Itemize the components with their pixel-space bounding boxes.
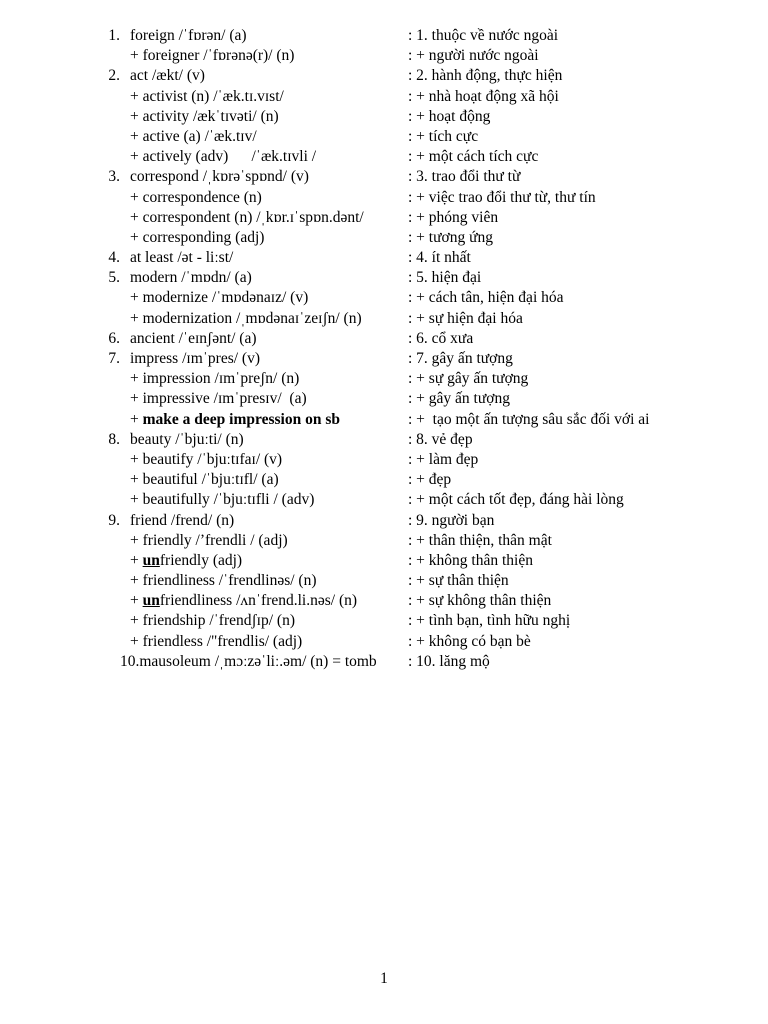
english-term: act /ækt/ (v): [130, 67, 205, 85]
vocab-row-foreign: [0, 26, 768, 46]
vietnamese-meaning: : 7. gây ấn tượng: [408, 350, 513, 367]
item-number: 6.: [108, 329, 120, 347]
vietnamese-meaning: : 9. người bạn: [408, 511, 495, 529]
english-term: + correspondence (n): [130, 188, 262, 206]
vocab-row-at-least: [0, 248, 768, 268]
item-number: 3.: [108, 168, 120, 186]
english-term: + impression /ɪmˈpreʃn/ (n): [130, 370, 300, 388]
english-term: impress /ɪmˈpres/ (v): [130, 350, 261, 367]
vocab-row-unfriendly: [0, 551, 768, 571]
english-term: friend /frend/ (n): [130, 511, 235, 529]
english-term: + corresponding (adj): [130, 228, 265, 246]
english-term: + correspondent (n) /ˌkɒr.ɪˈspɒn.dənt/: [130, 208, 364, 226]
vietnamese-meaning: : + việc trao đổi thư từ, thư tín: [408, 188, 596, 206]
vietnamese-meaning: : 5. hiện đại: [408, 269, 482, 287]
item-number: 1.: [108, 27, 120, 44]
vietnamese-meaning: : + nhà hoạt động xã hội: [408, 87, 559, 105]
vocab-row-beautify: [0, 450, 768, 470]
vietnamese-meaning: : + sự gây ấn tượng: [408, 370, 529, 388]
vocab-row-modernization: [0, 309, 768, 329]
vietnamese-meaning: : + không thân thiện: [408, 551, 533, 569]
vocab-row-beautifully: [0, 490, 768, 510]
item-number: 8.: [108, 430, 120, 448]
vietnamese-meaning: : + sự không thân thiện: [408, 592, 552, 610]
page-number: 1: [380, 970, 388, 987]
vocab-row-act: [0, 66, 768, 86]
english-term: + active (a) /ˈæk.tɪv/: [130, 127, 257, 145]
vocab-row-foreigner: [0, 46, 768, 66]
vietnamese-meaning: : 6. cổ xưa: [408, 329, 474, 347]
english-term: + make a deep impression on sb: [130, 410, 340, 428]
english-term: + beautify /ˈbjuːtɪfaɪ/ (v): [130, 450, 283, 468]
vietnamese-meaning: : + một cách tích cực: [408, 148, 539, 166]
vocab-row-correspondent: [0, 208, 768, 228]
vietnamese-meaning: : 8. vẻ đẹp: [408, 430, 473, 448]
english-term: correspond /ˌkɒrəˈspɒnd/ (v): [130, 168, 309, 186]
vietnamese-meaning: : + tương ứng: [408, 228, 493, 246]
vietnamese-meaning: : + sự thân thiện: [408, 572, 509, 590]
vietnamese-meaning: : + thân thiện, thân mật: [408, 531, 552, 549]
vocab-row-activity: [0, 107, 768, 127]
vocab-row-beauty: [0, 430, 768, 450]
item-number: 5.: [108, 269, 120, 287]
vietnamese-meaning: : + tích cực: [408, 127, 479, 145]
english-term: + unfriendly (adj): [130, 551, 243, 569]
english-term: + modernize /ˈmɒdənaɪz/ (v): [130, 289, 309, 307]
english-term: modern /ˈmɒdn/ (a): [130, 269, 252, 287]
vocab-row-friendship: [0, 611, 768, 631]
english-term: + impressive /ɪmˈpresɪv/ (a): [130, 390, 307, 408]
english-term: 10.mausoleum /ˌmɔːzəˈliː.əm/ (n) = tomb: [120, 652, 377, 670]
item-number: 7.: [108, 350, 120, 367]
vietnamese-meaning: : + gây ấn tượng: [408, 390, 510, 408]
item-number: 9.: [108, 511, 120, 529]
vietnamese-meaning: : + hoạt động: [408, 107, 491, 125]
vocab-row-make-a-deep-impression: [0, 410, 768, 430]
vietnamese-meaning: : + đẹp: [408, 471, 452, 489]
english-term: + modernization /ˌmɒdənaɪˈzeɪʃn/ (n): [130, 309, 362, 327]
vocab-row-ancient: [0, 329, 768, 349]
english-term: + beautifully /ˈbjuːtɪfli / (adv): [130, 491, 315, 509]
vietnamese-meaning: : + không có bạn bè: [408, 632, 531, 650]
english-term: foreign /ˈfɒrən/ (a): [130, 27, 247, 44]
vietnamese-meaning: : 3. trao đổi thư từ: [408, 168, 521, 186]
vietnamese-meaning: : 1. thuộc về nước ngoài: [408, 27, 559, 44]
english-term: + friendliness /ˈfrendlinəs/ (n): [130, 572, 317, 590]
english-term: beauty /ˈbjuːti/ (n): [130, 430, 244, 448]
vocab-row-impressive: [0, 389, 768, 409]
vocab-row-friend: [0, 511, 768, 531]
vocab-row-unfriendliness: [0, 591, 768, 611]
english-term: at least /ət - liːst/: [130, 249, 234, 267]
vocab-row-active: [0, 127, 768, 147]
vocab-row-impress: [0, 349, 768, 369]
prefix-un: un: [142, 551, 160, 569]
vietnamese-meaning: : + sự hiện đại hóa: [408, 309, 523, 327]
vietnamese-meaning: : + cách tân, hiện đại hóa: [408, 289, 564, 307]
vocab-row-actively: [0, 147, 768, 167]
english-term: + friendless /"frendlis/ (adj): [130, 632, 303, 650]
vietnamese-meaning: : + một cách tốt đẹp, đáng hài lòng: [408, 491, 624, 509]
vocab-row-mausoleum: [0, 652, 768, 672]
english-term: + activist (n) /ˈæk.tɪ.vɪst/: [130, 87, 284, 105]
vocab-row-activist: [0, 87, 768, 107]
vocab-row-friendless: [0, 632, 768, 652]
vocab-row-modern: [0, 268, 768, 288]
vocab-row-friendliness: [0, 571, 768, 591]
vocab-row-corresponding: [0, 228, 768, 248]
english-term: + friendship /ˈfrendʃɪp/ (n): [130, 612, 295, 630]
english-term: ancient /ˈeɪnʃənt/ (a): [130, 329, 257, 347]
vietnamese-meaning: : 10. lăng mộ: [408, 652, 490, 670]
vocab-row-correspondence: [0, 188, 768, 208]
english-term: + foreigner /ˈfɒrənə(r)/ (n): [130, 47, 295, 65]
vietnamese-meaning: : + làm đẹp: [408, 450, 479, 468]
vietnamese-meaning: : + người nước ngoài: [408, 47, 539, 65]
vocab-row-beautiful: [0, 470, 768, 490]
vietnamese-meaning: : 2. hành động, thực hiện: [408, 67, 563, 85]
english-term: + beautiful /ˈbjuːtɪfl/ (a): [130, 471, 279, 489]
vietnamese-meaning: : + phóng viên: [408, 208, 499, 226]
vocab-row-modernize: [0, 288, 768, 308]
english-term: + actively (adv) /ˈæk.tɪvli /: [130, 148, 317, 166]
vocab-row-correspond: [0, 167, 768, 187]
english-term: + friendly /’frendli / (adj): [130, 531, 288, 549]
prefix-un: un: [142, 592, 160, 610]
english-term: + unfriendliness /ʌnˈfrend.li.nəs/ (n): [130, 592, 358, 610]
vocabulary-list: [0, 26, 768, 672]
vietnamese-meaning: : + tình bạn, tình hữu nghị: [408, 612, 571, 630]
item-number: 2.: [108, 67, 120, 85]
bold-phrase: make a deep impression on sb: [142, 410, 340, 428]
item-number: 4.: [108, 249, 120, 267]
vocab-row-friendly: [0, 531, 768, 551]
english-term: + activity /ækˈtɪvəti/ (n): [130, 107, 279, 125]
vocab-row-impression: [0, 369, 768, 389]
vietnamese-meaning: : 4. ít nhất: [408, 249, 471, 267]
vietnamese-meaning: : + tạo một ấn tượng sâu sắc đối với ai: [408, 410, 650, 428]
